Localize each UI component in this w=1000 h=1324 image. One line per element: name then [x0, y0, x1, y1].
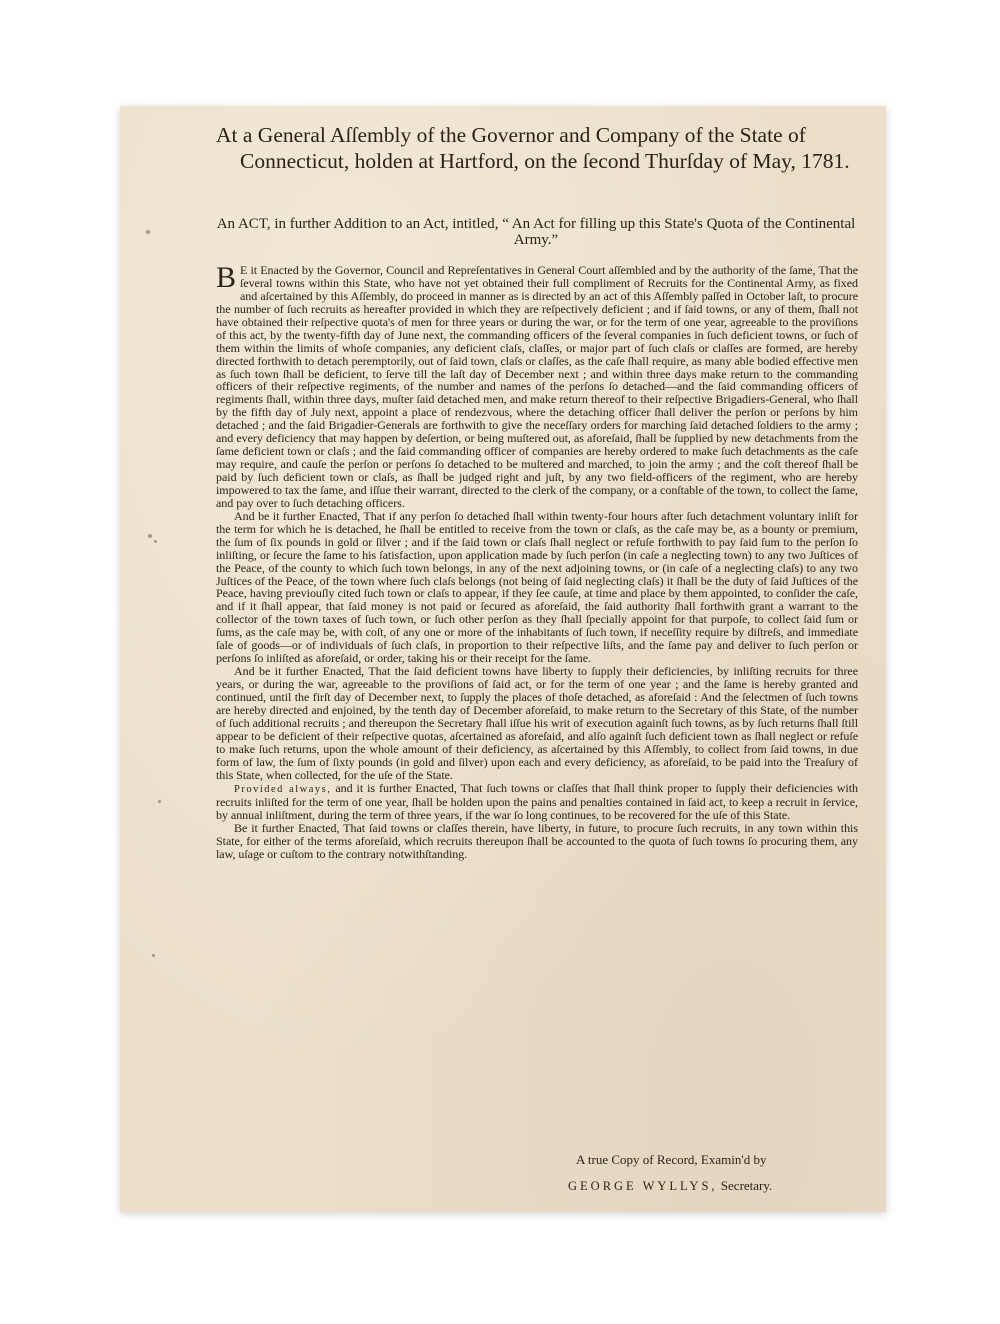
paragraph-4-text: and it is further Enacted, That ſuch towns or claſſes that ſhall think proper to ſupply their deficiencies with recruits inliſted for the term of one year, ſhall be holden upon the pains and penalties contained in ſaid act, to keep a recruit in ſervice, by annual inliſtment, during the term of three years, if the war ſo long continues, to be recovered for the uſe of this State. — [216, 780, 858, 823]
paragraph-3: And be it further Enacted, That the ſaid deficient towns have liberty to ſupply their deficiencies, by inliſting recruits for three years, or during the war, agreeable to the proviſions of ſaid act, or for the term of one year ; and the ſame is hereby granted and continued, until the firſt day of December next, to ſupply the places of thoſe detached, as aforeſaid : And the ſelectmen of ſuch towns are hereby directed and enjoined, by the tenth day of December aforeſaid, to make return to the Secretary of this State, of the number of ſuch additional recruits ; and thereupon the Secretary ſhall iſſue his writ of execution againſt ſuch towns, as by ſuch returns ſhall ſtill appear to be deficient of their reſpective quotas, aſcertained as aforeſaid, and alſo againſt ſuch deficient town as ſhall neglect or refuſe to make ſuch returns, upon the whole amount of their deficiency, as aſcertained by this Aſſembly, to collect from ſaid towns, in due form of law, the ſum of ſixty pounds (in gold and ſilver) upon each and every deficiency, as aforeſaid, to be paid into the Treaſury of this State, when collected, for the uſe of the State. — [216, 664, 858, 782]
signer-name: GEORGE WYLLYS, — [568, 1179, 718, 1193]
broadside-sheet — [120, 106, 886, 1212]
signature-line — [568, 1178, 772, 1194]
paper-fleck — [148, 534, 152, 538]
paragraph-4 — [216, 782, 858, 823]
act-heading: An ACT, in further Addition to an Act, intitled, “ An Act for filling up this State's Quota of the Continental Army.” — [216, 216, 856, 248]
paper-fleck — [154, 540, 157, 543]
provided-always-lead: Provided always, — [234, 783, 332, 795]
drop-cap: B — [216, 261, 236, 294]
signer-title: Secretary. — [717, 1178, 773, 1193]
paragraph-1 — [216, 261, 858, 510]
paper-fleck — [152, 954, 155, 957]
paragraph-5: Be it further Enacted, That ſaid towns or claſſes therein, have liberty, in future, to procure ſuch recruits, in any town within this State, for either of the terms aforeſaid, which recruits thereupon ſhall be accounted to the quota of ſuch towns ſo procuring them, any law, uſage or cuſtom to the contrary notwithſtanding. — [216, 821, 858, 862]
paragraph-2: And be it further Enacted, That if any perſon ſo detached ſhall within twenty-four hours after ſuch detachment voluntary inliſt for the term for which he is detached, he ſhall be entitled to receive from the town or claſs, as the caſe may be, as a bounty or premium, the ſum of ſix pounds in gold or ſilver ; and if the ſaid town or claſs ſhall neglect or refuſe forthwith to pay ſaid ſum to the perſon ſo inliſting, or ſecure the ſame to his ſatisfaction, upon application made by ſuch perſon (in caſe a neglecting town) to any two Juſtices of the Peace, of the county to which ſuch town belongs, in any of the next adjoining towns, or (in caſe of a neglecting claſs) to any two Juſtices of the Peace, of the town where ſuch claſs belongs (not being of ſaid neglecting claſs) it ſhall be the duty of ſaid Juſtices of the Peace, having previouſly cited ſuch town or claſs to appear, if they ſee cauſe, at time and place by them appointed, to conſider the caſe, and if it ſhall appear, that ſaid money is not paid or ſecured as aforeſaid, the ſaid authority ſhall forthwith grant a warrant to the collector of the town taxes of ſuch town, or ſuch other perſon as they ſhall ſpecially appoint for that purpoſe, to collect ſaid ſum or ſums, as the caſe may be, with coſt, of any one or more of the inhabitants of ſuch town, if neceſſity require by diſtreſs, and immediate ſale of goods—or of individuals of ſuch claſs, in proportion to their reſpective liſts, and the ſame pay and deliver to ſuch perſon or perſons ſo inliſted as aforeſaid, or order, taking his or their receipt for the ſame. — [216, 508, 858, 666]
paragraph-1-text: E it Enacted by the Governor, Council and Repreſentatives in General Court aſſembled and by the authority of the ſame, That the ſeveral towns within this State, who have not yet obtained their full compliment of Recruits for the Continental Army, as fixed and aſcertained by this Aſſembly, do proceed in manner as is directed by an act of this Aſſembly paſſed in October laſt, to procure the number of ſuch recruits as hereafter provided in which they are reſpectively deficient ; and if ſaid towns, or any of them, ſhall not have obtained their reſpective quota's of men for three years or during the war, or for the term of one year, agreeable to the proviſions of this act, by the twenty-fifth day of June next, the commanding officers of the ſeveral companies in ſuch deficient towns, or ſuch of them within the limits of whoſe companies, any deficient claſs, claſſes, or major part of ſuch claſs or claſſes are formed, are hereby directed forthwith to detach peremptorily, out of ſaid town, claſs or claſſes, as the caſe ſhall require, as many able bodied effective men as ſuch town ſhall be deficient, to ſerve till the laſt day of December next ; and within three days make return to the commanding officers of their reſpective regiments, of the number and names of the perſons ſo detached—and the ſaid commanding officers of regiments ſhall, within three days, muſter ſaid detached men, and make return thereof to their reſpective Brigadiers-General, who ſhall by the fifth day of July next, appoint a place of rendezvous, where the detaching officer ſhall deliver the perſon or perſons by him detached ; and the ſaid Brigadier-Generals are forthwith to give the neceſſary orders for marching ſaid detached ſoldiers to the army ; and every deficiency that may happen by deſertion, or being muſtered out, as aforeſaid, ſhall be ſupplied by new detachments from the ſame deficient town or claſs ; and the ſaid commanding officer of companies are hereby ordered to make ſuch detachments as the caſe may require, and cauſe the perſon or perſons ſo detached to be muſtered and marched, to join the army ; and the coſt thereof ſhall be paid by ſuch deficient town or claſs, as ſhall be judged right and juſt, by any two field-officers of the regiment, who are hereby impowered to tax the ſame, and iſſue their warrant, directed to the clerk of the company, or a conſtable of the town, to collect the ſame, and pay over to ſuch detaching officers. — [216, 263, 858, 510]
paper-fleck — [158, 800, 161, 803]
paper-fleck — [146, 230, 150, 234]
document-title: At a General Aſſembly of the Governor and Company of the State of Connecticut, holden at Hartford, on the ſecond Thurſday of May, 1781. — [216, 123, 850, 173]
attestation: A true Copy of Record, Examin'd by — [576, 1152, 767, 1167]
act-body — [216, 261, 858, 862]
